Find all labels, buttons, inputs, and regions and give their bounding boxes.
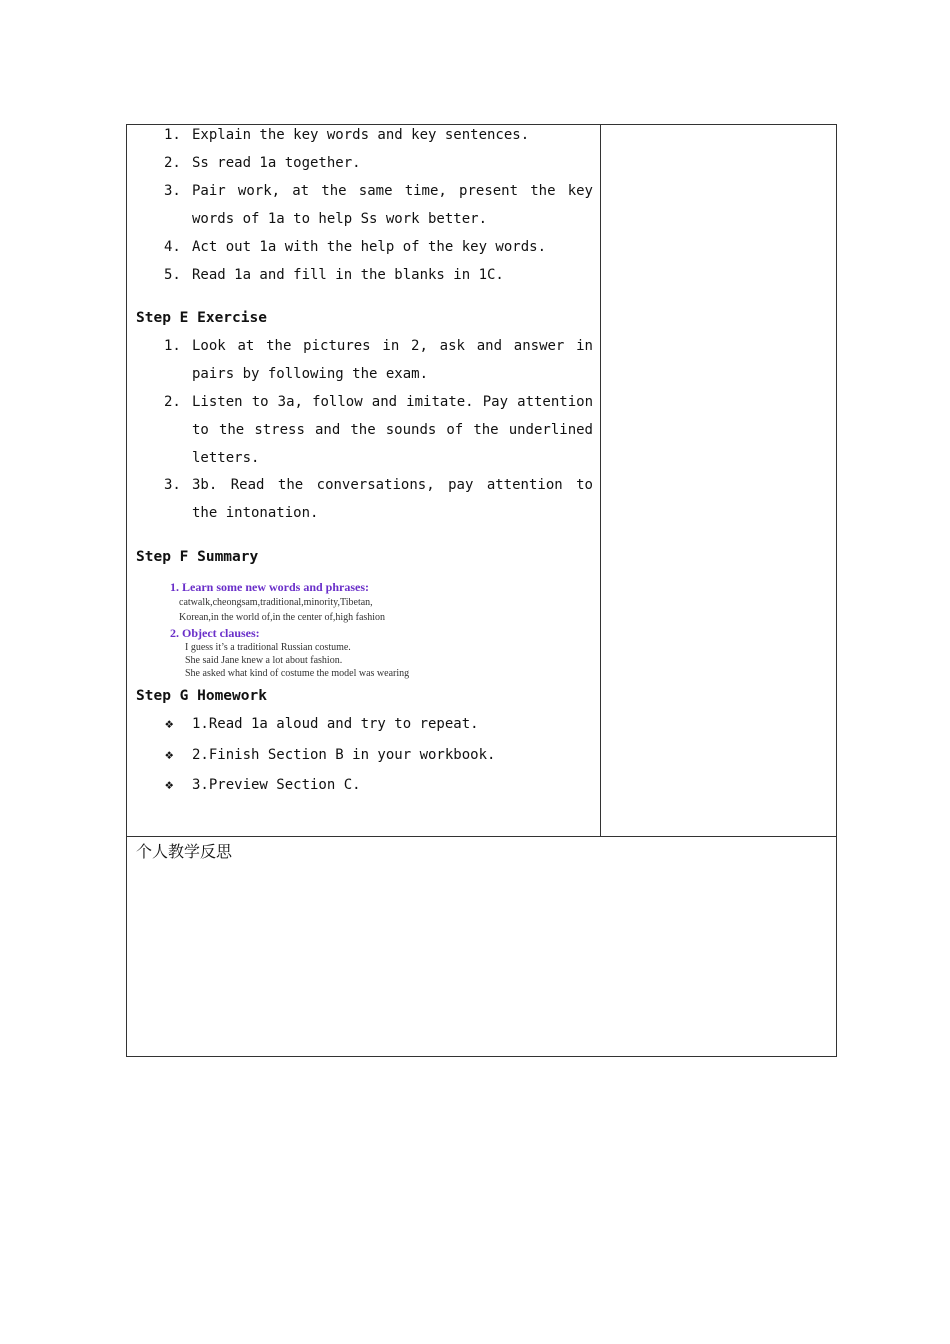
summary-line: I guess it’s a traditional Russian costume. <box>185 642 351 653</box>
summary-line: catwalk,cheongsam,traditional,minority,Tibetan, <box>179 597 373 608</box>
step-g-heading: Step G Homework <box>136 688 267 704</box>
summary-line: Korean,in the world of,in the center of,high fashion <box>179 612 386 623</box>
diamond-bullet-icon: ❖ <box>165 777 174 793</box>
diamond-bullet-icon: ❖ <box>165 716 174 732</box>
diamond-bullet-icon: ❖ <box>165 747 174 763</box>
summary-slide-image <box>167 580 487 680</box>
procedure-cell: 1. Explain the key words and key sentences. 2. Ss read 1a together. 3. Pair work, at the same time, present the key words of 1a to help Ss work better. 4. Act out 1a with the help of the key words. 5. Read 1a and fill in the blanks in 1C. Step E Exercise 1. Look at the pictures in 2, ask and answer in pairs by following the exam. 2. Listen to 3a, follow and imitate. Pay attention to the stress and the sounds of the underlined letters. 3. 3b. Read the conversations, pay attention to the intonation. Step F Summary 1. Learn some new words and phrases: catwalk,cheongsam,traditional,minority,Tibetan, Korean,in the world of,in the center of,high fashion 2. Object clauses: I guess it’s a traditional Russian costume. She said Jane knew a lot about fashion. She asked what kind of costume the model was wearing Step G Homework ❖ 1.Read 1a aloud and try to repeat. ❖ 2.Finish Section B in your workbook. ❖ 3.Preview Section C. <box>127 125 601 837</box>
lesson-plan-table <box>126 124 837 1057</box>
summary-heading-words: 1. Learn some new words and phrases: <box>170 580 370 594</box>
step-f-heading: Step F Summary <box>136 549 259 565</box>
reflection-title: 个人教学反思 <box>136 842 233 861</box>
summary-heading-clauses: 2. Object clauses: <box>170 626 260 640</box>
reflection-row <box>127 836 836 1056</box>
summary-line: She said Jane knew a lot about fashion. <box>185 655 343 666</box>
notes-cell <box>601 125 836 837</box>
step-e-heading: Step E Exercise <box>136 310 267 326</box>
summary-line: She asked what kind of costume the model was wearing <box>185 668 410 679</box>
